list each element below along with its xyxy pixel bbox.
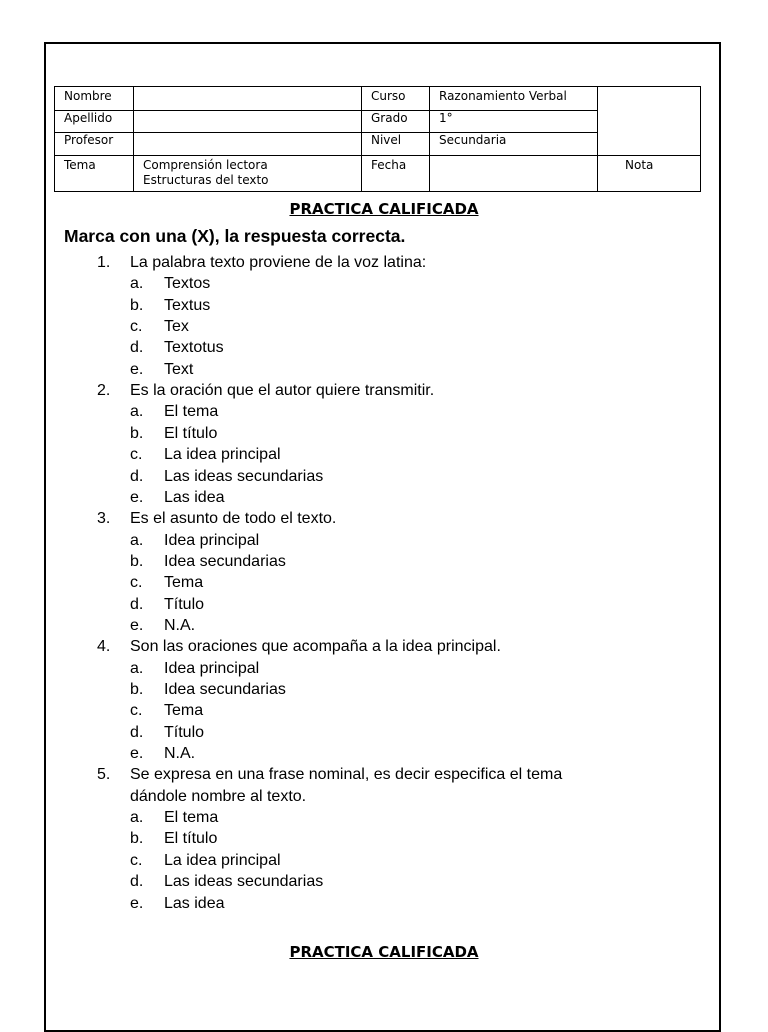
- nivel-value: Secundaria: [430, 133, 598, 156]
- option-letter: e.: [130, 894, 144, 912]
- curso-label: Curso: [362, 87, 430, 111]
- answer-option[interactable]: El tema: [164, 809, 219, 827]
- answer-option[interactable]: El título: [164, 424, 218, 442]
- answer-option[interactable]: Título: [164, 595, 205, 613]
- nombre-field[interactable]: [134, 87, 362, 111]
- instruction: Marca con una (X), la respuesta correcta.: [64, 226, 406, 246]
- option-letter: b.: [130, 552, 144, 570]
- answer-option[interactable]: Las ideas secundarias: [164, 467, 324, 485]
- grado-value: 1°: [430, 111, 598, 133]
- answer-option[interactable]: Idea principal: [164, 531, 260, 549]
- answer-option[interactable]: Las idea: [164, 488, 225, 506]
- row-tema: [55, 156, 701, 192]
- option-letter: c.: [130, 851, 143, 869]
- apellido-label: Apellido: [55, 111, 134, 133]
- student-info-table: [54, 86, 701, 192]
- answer-option[interactable]: La idea principal: [164, 446, 281, 464]
- option-letter: c.: [130, 702, 143, 720]
- question-text: Se expresa en una frase nominal, es decir especifica el tema: [130, 766, 563, 784]
- footer-title: PRACTICA CALIFICADA: [289, 943, 479, 961]
- option-letter: c.: [130, 318, 143, 336]
- tema-value-line-1: Comprensión lectora: [143, 158, 268, 172]
- question-number: 3.: [97, 510, 111, 528]
- answer-option[interactable]: Tex: [164, 318, 189, 336]
- answer-option[interactable]: Idea principal: [164, 659, 260, 677]
- question-text: La palabra texto proviene de la voz latina:: [130, 254, 427, 271]
- answer-option[interactable]: Tema: [164, 702, 204, 720]
- option-letter: a.: [130, 809, 144, 827]
- option-letter: b.: [130, 424, 144, 442]
- option-letter: c.: [130, 574, 143, 592]
- tema-value: [134, 156, 362, 192]
- profesor-field[interactable]: [134, 133, 362, 156]
- option-letter: d.: [130, 595, 144, 613]
- tema-label: Tema: [55, 156, 134, 192]
- answer-option[interactable]: Idea secundarias: [164, 681, 286, 698]
- answer-option[interactable]: Título: [164, 723, 205, 741]
- option-letter: b.: [130, 296, 144, 314]
- option-letter: e.: [130, 488, 144, 506]
- option-letter: c.: [130, 446, 143, 464]
- answer-option[interactable]: Textos: [164, 275, 211, 293]
- profesor-label: Profesor: [55, 133, 134, 156]
- nivel-label: Nivel: [362, 133, 430, 156]
- fecha-field[interactable]: [430, 156, 598, 192]
- answer-option[interactable]: Textotus: [164, 339, 224, 357]
- option-letter: d.: [130, 339, 144, 357]
- fecha-label: Fecha: [362, 156, 430, 192]
- grado-label: Grado: [362, 111, 430, 133]
- option-letter: d.: [130, 723, 144, 741]
- option-letter: a.: [130, 531, 144, 549]
- answer-option[interactable]: El tema: [164, 403, 219, 421]
- option-letter: a.: [130, 275, 144, 293]
- answer-option[interactable]: Textus: [164, 296, 211, 314]
- question-number: 4.: [97, 638, 111, 656]
- answer-option[interactable]: N.A.: [164, 616, 196, 634]
- question-number: 1.: [97, 254, 111, 271]
- page-title: PRACTICA CALIFICADA: [289, 200, 479, 218]
- option-letter: b.: [130, 830, 144, 848]
- option-letter: d.: [130, 873, 144, 891]
- answer-option[interactable]: La idea principal: [164, 851, 281, 869]
- question-text: dándole nombre al texto.: [130, 787, 307, 805]
- answer-option[interactable]: Text: [164, 360, 194, 378]
- option-letter: b.: [130, 681, 144, 698]
- answer-option[interactable]: Tema: [164, 574, 204, 592]
- question-number: 5.: [97, 766, 111, 784]
- answer-option[interactable]: Idea secundarias: [164, 552, 286, 570]
- answer-option[interactable]: N.A.: [164, 745, 196, 763]
- answer-option[interactable]: El título: [164, 830, 218, 848]
- curso-value: Razonamiento Verbal: [430, 87, 598, 111]
- question-number: 2.: [97, 382, 111, 400]
- option-letter: e.: [130, 745, 144, 763]
- option-letter: e.: [130, 360, 144, 378]
- row-nombre: [55, 87, 701, 111]
- option-letter: e.: [130, 616, 144, 634]
- blank-cell: [598, 87, 701, 156]
- tema-value-line-2: Estructuras del texto: [143, 173, 269, 187]
- question-text: Es la oración que el autor quiere transmitir.: [130, 382, 435, 400]
- question-text: Es el asunto de todo el texto.: [130, 510, 337, 528]
- option-letter: a.: [130, 659, 144, 677]
- nota-label: Nota: [598, 156, 701, 192]
- option-letter: a.: [130, 403, 144, 421]
- answer-option[interactable]: Las idea: [164, 894, 225, 912]
- answer-option[interactable]: Las ideas secundarias: [164, 873, 324, 891]
- nombre-label: Nombre: [55, 87, 134, 111]
- apellido-field[interactable]: [134, 111, 362, 133]
- option-letter: d.: [130, 467, 144, 485]
- question-text: Son las oraciones que acompaña a la idea principal.: [130, 638, 501, 656]
